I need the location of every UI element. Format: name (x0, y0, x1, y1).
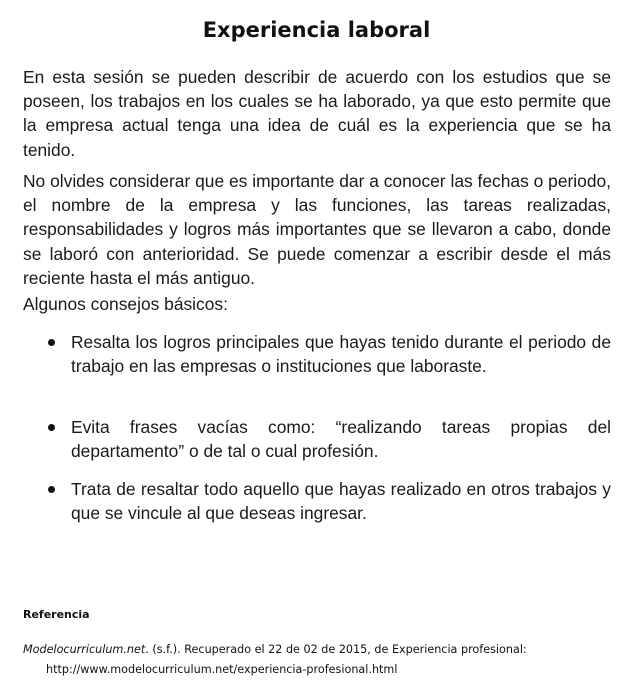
tip-text: Trata de resaltar todo aquello que hayas realizado en otros trabajos y que se vincule al que deseas ingresar. (71, 479, 611, 524)
reference-heading: Referencia (23, 608, 90, 621)
bullet-icon (48, 424, 55, 431)
tips-heading: Algunos consejos básicos: (23, 294, 228, 314)
intro-paragraph: En esta sesión se pueden describir de acuerdo con los estudios que se poseen, los trabajos en los cuales se ha laborado, ya que esto permite que la empresa actual tenga una idea de cuál es la experiencia que se ha tenido. (23, 67, 611, 160)
reference-site: Modelocurriculum.net (23, 643, 146, 656)
bullet-icon (48, 339, 55, 346)
tip-text: Resalta los logros principales que hayas tenido durante el periodo de trabajo en las empresas o instituciones que laboraste. (71, 332, 611, 377)
reference-citation-text: . (s.f.). Recuperado el 22 de 02 de 2015, de Experiencia profesional: (145, 643, 527, 656)
reference-url[interactable]: http://www.modelocurriculum.net/experiencia-profesional.html (46, 663, 398, 676)
reference-citation (23, 641, 623, 659)
page-title: Experiencia laboral (202, 18, 431, 42)
bullet-icon (48, 486, 55, 493)
tip-text: Evita frases vacías como: “realizando tareas propias del departamento” o de tal o cual profesión. (71, 417, 611, 462)
details-paragraph: No olvides considerar que es importante dar a conocer las fechas o periodo, el nombre de la empresa y las funciones, las tareas realizadas, responsabilidades y logros más importantes que se llevaron a cabo, donde se laboró con anterioridad. Se puede comenzar a escribir desde el más reciente hasta el más antiguo. (23, 171, 611, 288)
